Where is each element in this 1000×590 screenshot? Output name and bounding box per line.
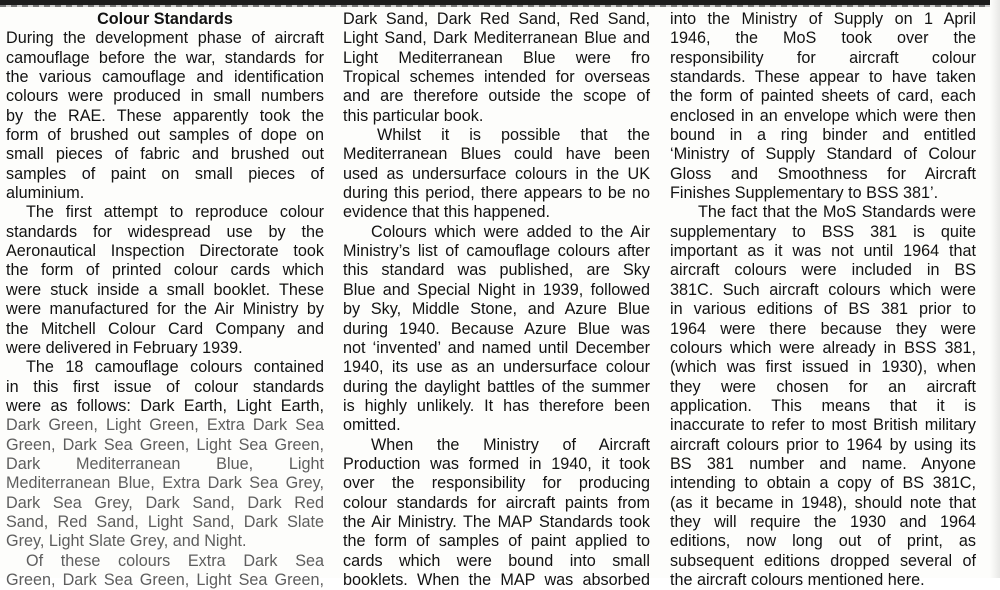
paragraph xyxy=(6,358,324,551)
text-line: in various editions of BS 381 prior to xyxy=(670,300,976,319)
text-line: form of brushed out samples of dope on xyxy=(6,126,324,145)
text-line: during 1940. Because Azure Blue was xyxy=(343,319,650,338)
text-line: by the RAE. These apparently took the xyxy=(6,106,324,125)
text-line: bound in a ring binder and entitled xyxy=(670,126,976,145)
text-line: samples of paint on small pieces of xyxy=(6,164,324,183)
paragraph xyxy=(670,10,976,203)
text-line: important as it was not until 1964 that xyxy=(670,242,976,261)
text-line: application. This means that it is xyxy=(670,396,976,415)
text-line: not ‘invented’ and named until December xyxy=(343,338,650,357)
text-line: The 18 camouflage colours contained xyxy=(26,358,324,377)
text-line: during this period, there appears to be no xyxy=(343,184,650,203)
text-line: ‘Ministry of Supply Standard of Colour xyxy=(670,145,976,164)
paragraph xyxy=(343,436,650,590)
text-line: Production was formed in 1940, it took xyxy=(343,454,650,473)
text-line: Light Sand, Dark Mediterranean Blue and xyxy=(343,29,650,48)
text-line: Gloss and Smoothness for Aircraft xyxy=(670,164,976,183)
text-line: Aeronautical Inspection Directorate took xyxy=(6,242,324,261)
text-line: Ministry’s list of camouflage colours after xyxy=(343,242,650,261)
text-line: evidence that this happened. xyxy=(343,203,550,222)
text-line: subsequent editions dropped several of xyxy=(670,551,976,570)
text-line: the form of printed colour cards which xyxy=(6,261,324,280)
text-line: Green, Dark Sea Green, Light Sea Green, xyxy=(6,435,324,454)
text-line: Tropical schemes intended for overseas xyxy=(343,68,650,87)
text-line: cards which were bound into small xyxy=(343,551,650,570)
text-line: Finishes Supplementary to BSS 381’. xyxy=(670,184,939,203)
text-line: Dark Sand, Dark Red Sand, Red Sand, xyxy=(343,10,650,28)
text-line: (which was first issued in 1930), when xyxy=(670,358,976,377)
text-line: into the Ministry of Supply on 1 April xyxy=(670,10,976,28)
text-line: Dark Mediterranean Blue, Light xyxy=(6,454,324,473)
text-line: Dark Sea Grey, Dark Sand, Dark Red xyxy=(6,493,324,512)
column-3 xyxy=(670,10,976,590)
text-line: omitted. xyxy=(343,416,401,435)
text-line: were delivered in February 1939. xyxy=(6,338,243,357)
paragraph xyxy=(343,126,650,223)
text-line: During the development phase of aircraft xyxy=(6,29,324,48)
text-line: the aircraft colours mentioned here. xyxy=(670,570,925,589)
text-line: aircraft colours were included in BS xyxy=(670,261,976,280)
page-edge-shadow xyxy=(990,0,1000,578)
text-line: used as undersurface colours in the UK xyxy=(343,164,650,183)
text-line: colour standards for aircraft paints from xyxy=(343,493,650,512)
text-line: supplementary to BSS 381 is quite xyxy=(670,222,976,241)
paragraph xyxy=(6,29,324,203)
column-2 xyxy=(343,10,650,590)
text-line: Green, Dark Sea Green, Light Sea Green, xyxy=(6,570,324,589)
text-line: 1946, the MoS took over the xyxy=(670,29,976,48)
text-line: during the daylight battles of the summer xyxy=(343,377,650,396)
text-line: inaccurate to refer to most British military xyxy=(670,416,976,435)
paragraph xyxy=(6,552,324,590)
text-line: intending to obtain a copy of BS 381C, xyxy=(670,474,976,493)
text-line: Mediterranean Blues could have been xyxy=(343,145,650,164)
text-line: standards. These appear to have taken xyxy=(670,68,976,87)
text-line: When the Ministry of Aircraft xyxy=(371,435,650,454)
text-line: camouflage before the war, standards for xyxy=(6,48,324,67)
text-line: the form of painted sheets of card, each xyxy=(670,87,976,106)
text-line: by Sky, Middle Stone, and Azure Blue xyxy=(343,300,650,319)
text-line: they were chosen for an aircraft xyxy=(670,377,976,396)
text-line: enclosed in an envelope which were then xyxy=(670,106,976,125)
text-line: standards for widespread use by the xyxy=(6,222,324,241)
text-line: small pieces of fabric and brushed out xyxy=(6,145,324,164)
text-line: Blue and Special Night in 1939, followed xyxy=(343,280,650,299)
text-line: this standard was published, are Sky xyxy=(343,261,650,280)
text-line: the form of samples of paint applied to xyxy=(343,532,650,551)
text-line: 381C. Such aircraft colours which were xyxy=(670,280,976,299)
paragraph xyxy=(343,223,650,436)
top-border-strip xyxy=(0,0,1000,5)
text-line: Colours which were added to the Air xyxy=(371,222,650,241)
text-line: they will require the 1930 and 1964 xyxy=(670,512,976,531)
text-line: Dark Green, Light Green, Extra Dark Sea xyxy=(6,416,324,435)
text-line: is highly unlikely. It has therefore been xyxy=(343,396,650,415)
text-line: Light Mediterranean Blue were fro xyxy=(343,48,650,67)
text-line: and are therefore outside the scope of xyxy=(343,87,650,106)
text-line: aluminium. xyxy=(6,184,85,203)
text-line: Grey, Light Slate Grey, and Night. xyxy=(6,532,247,551)
text-line: BS 381 number and name. Anyone xyxy=(670,454,976,473)
paragraph xyxy=(6,203,324,358)
text-line: editions, now long out of print, as xyxy=(670,532,976,551)
text-line: aircraft colours prior to 1964 by using its xyxy=(670,435,976,454)
text-line: (as it became in 1948), should note that xyxy=(670,493,976,512)
section-heading: Colour Standards xyxy=(97,10,233,28)
text-line: the Air Ministry. The MAP Standards took xyxy=(343,512,650,531)
text-line: were manufactured for the Air Ministry by xyxy=(6,300,324,319)
text-line: colours which were already in BSS 381, xyxy=(670,338,976,357)
paragraph xyxy=(343,10,650,126)
column-1 xyxy=(6,10,324,590)
text-line: over the responsibility for producing xyxy=(343,474,650,493)
text-line: Sand, Red Sand, Light Sand, Dark Slate xyxy=(6,512,324,531)
text-line: the Mitchell Colour Card Company and xyxy=(6,319,324,338)
text-line: were as follows: Dark Earth, Light Earth, xyxy=(6,396,324,415)
text-line: responsibility for aircraft colour xyxy=(670,48,976,67)
text-line: The fact that the MoS Standards were xyxy=(698,203,976,222)
text-line: 1964 were there because they were xyxy=(670,319,976,338)
text-line: booklets. When the MAP was absorbed xyxy=(343,570,650,589)
text-line: Of these colours Extra Dark Sea xyxy=(26,551,324,570)
text-line: this particular book. xyxy=(343,106,484,125)
text-line: Mediterranean Blue, Extra Dark Sea Grey, xyxy=(6,474,324,493)
paragraph xyxy=(670,203,976,590)
text-line: The first attempt to reproduce colour xyxy=(26,203,324,222)
text-line: colours were produced in small numbers xyxy=(6,87,324,106)
text-line: the various camouflage and identification xyxy=(6,68,324,87)
text-line: Whilst it is possible that the xyxy=(377,126,650,145)
text-line: in this first issue of colour standards xyxy=(6,377,324,396)
text-line: were stuck inside a small booklet. These xyxy=(6,280,324,299)
text-line: 1940, its use as an undersurface colour xyxy=(343,358,650,377)
